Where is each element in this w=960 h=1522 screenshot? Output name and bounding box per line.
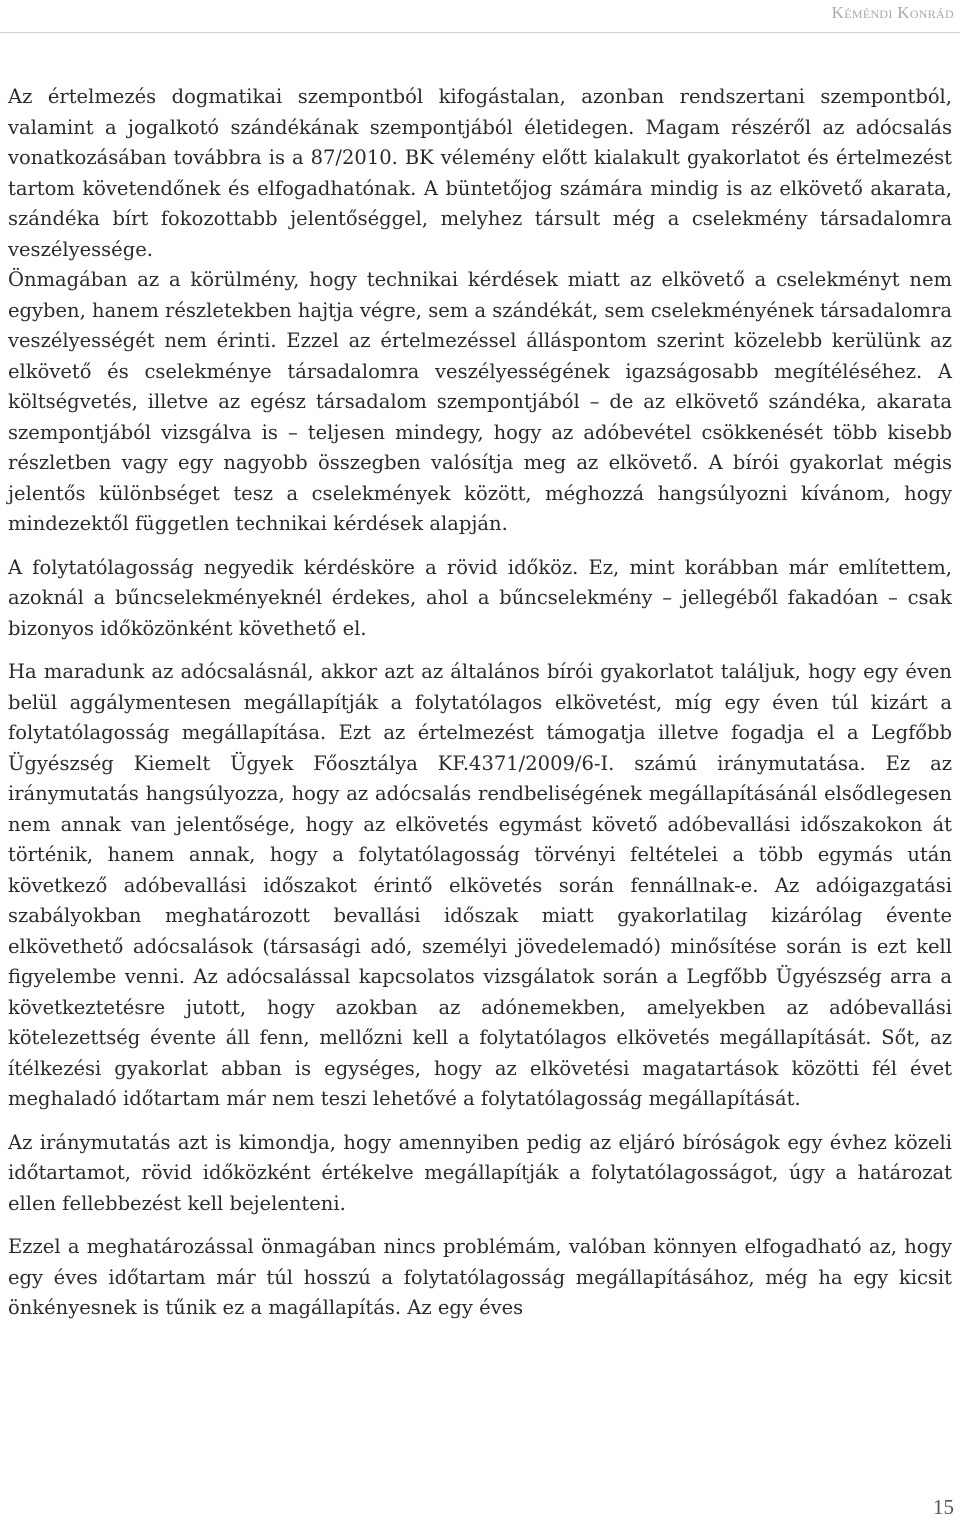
paragraph-5: Az iránymutatás azt is kimondja, hogy amennyiben pedig az eljáró bíróságok egy évhez közeli időtartamot, rövid időközként értékelve megállapítják a folytatólagosságot, úgy a határozat ellen fellebbezést kell bejelenteni. xyxy=(8,1130,952,1215)
paragraph-2: Önmagában az a körülmény, hogy technikai kérdések miatt az elkövető a cselekményt nem egyben, hanem részletekben hajtja végre, sem a szándékát, sem cselekményének társadalomra veszélyességét nem érinti. Ezzel az értelmezéssel álláspontom szerint közelebb kerülünk az elkövető és cselekménye társadalomra veszélyességének igazságosabb megítéléséhez. A költségvetés, illetve az egész társadalom szempontjából – de az elkövető szándéka, akarata szempontjából vizsgálva is – teljesen mindegy, hogy az adóbevétel csökkenését több kisebb részletben vagy egy nagyobb összegben valósítja meg az elkövető. A bírói gyakorlat mégis jelentős különbséget tesz a cselekmények között, méghozzá hangsúlyozni kívánom, hogy mindezektől független technikai kérdések alapján. xyxy=(8,268,952,535)
main-text xyxy=(8,82,952,1324)
paragraph-6: Ezzel a meghatározással önmagában nincs problémám, valóban könnyen elfogadható az, hogy egy éves időtartam már túl hosszú a folytatólagosság megállapításához, még ha egy kicsit önkényesnek is tűnik ez a magállapítás. Az egy éves xyxy=(8,1235,952,1319)
page-number: 15 xyxy=(933,1495,954,1519)
paragraph-4: Ha maradunk az adócsalásnál, akkor azt az általános bírói gyakorlatot találjuk, hogy egy éven belül aggálymentesen megállapítják a folytatólagos elkövetést, míg egy éven túl kizárt a folytatólagosság megállapítása. Ezt az értelmezést támogatja illetve fogadja el a Legfőbb Ügyészség Kiemelt Ügyek Főosztálya KF.4371/2009/6-I. számú iránymutatása. Ez az iránymutatás hangsúlyozza, hogy az adócsalás rendbeliségének megállapításánál elsődlegesen nem annak van jelentősége, hogy az elkövetés egymást követő adóbevallási időszakokon át történik, hanem annak, hogy a folytatólagosság törvényi feltételei a több egymás után következő adóbevallási időszakot érintő elkövetés során fennállnak-e. Az adóigazgatási szabályokban meghatározott bevallási időszak miatt gyakorlatilag kizárólag évente elkövethető adócsalások (társasági adó, személyi jövedelemadó) minősítése során is ezt kell figyelembe venni. Az adócsalással kapcsolatos vizsgálatok során a Legfőbb Ügyészség arra a következtetésre jutott, hogy azokban az adónemekben, amelyekben az adóbevallási kötelezettség évente áll fenn, mellőzni kell a folytatólagos elkövetés megállapítását. Sőt, az ítélkezési gyakorlat abban is egységes, hogy az elkövetési magatartások közötti fél évet meghaladó időtartam már nem teszi lehetővé a folytatólagosság megállapítását. xyxy=(8,660,952,1110)
paragraph-3: A folytatólagosság negyedik kérdésköre a rövid időköz. Ez, mint korábban már említettem, azoknál a bűncselekményeknél érdekes, ahol a bűncselekmény – jellegéből fakadóan – csak bizonyos időközönként követhető el. xyxy=(8,555,952,640)
running-head-author: Kéméndi Konrád xyxy=(831,3,954,22)
paragraph-1: Az értelmezés dogmatikai szempontból kifogástalan, azonban rendszertani szempontból, valamint a jogalkotó szándékának szempontjából életidegen. Magam részéről az adócsalás vonatkozásában továbbra is a 87/2010. BK vélemény előtt kialakult gyakorlatot és értelmezést tartom követendőnek és elfogadhatónak. A büntetőjog számára mindig is az elkövető akarata, szándéka bírt fokozottabb jelentőséggel, melyhez társult még a cselekmény társadalomra veszélyessége. xyxy=(8,85,952,261)
header-divider xyxy=(0,32,960,33)
